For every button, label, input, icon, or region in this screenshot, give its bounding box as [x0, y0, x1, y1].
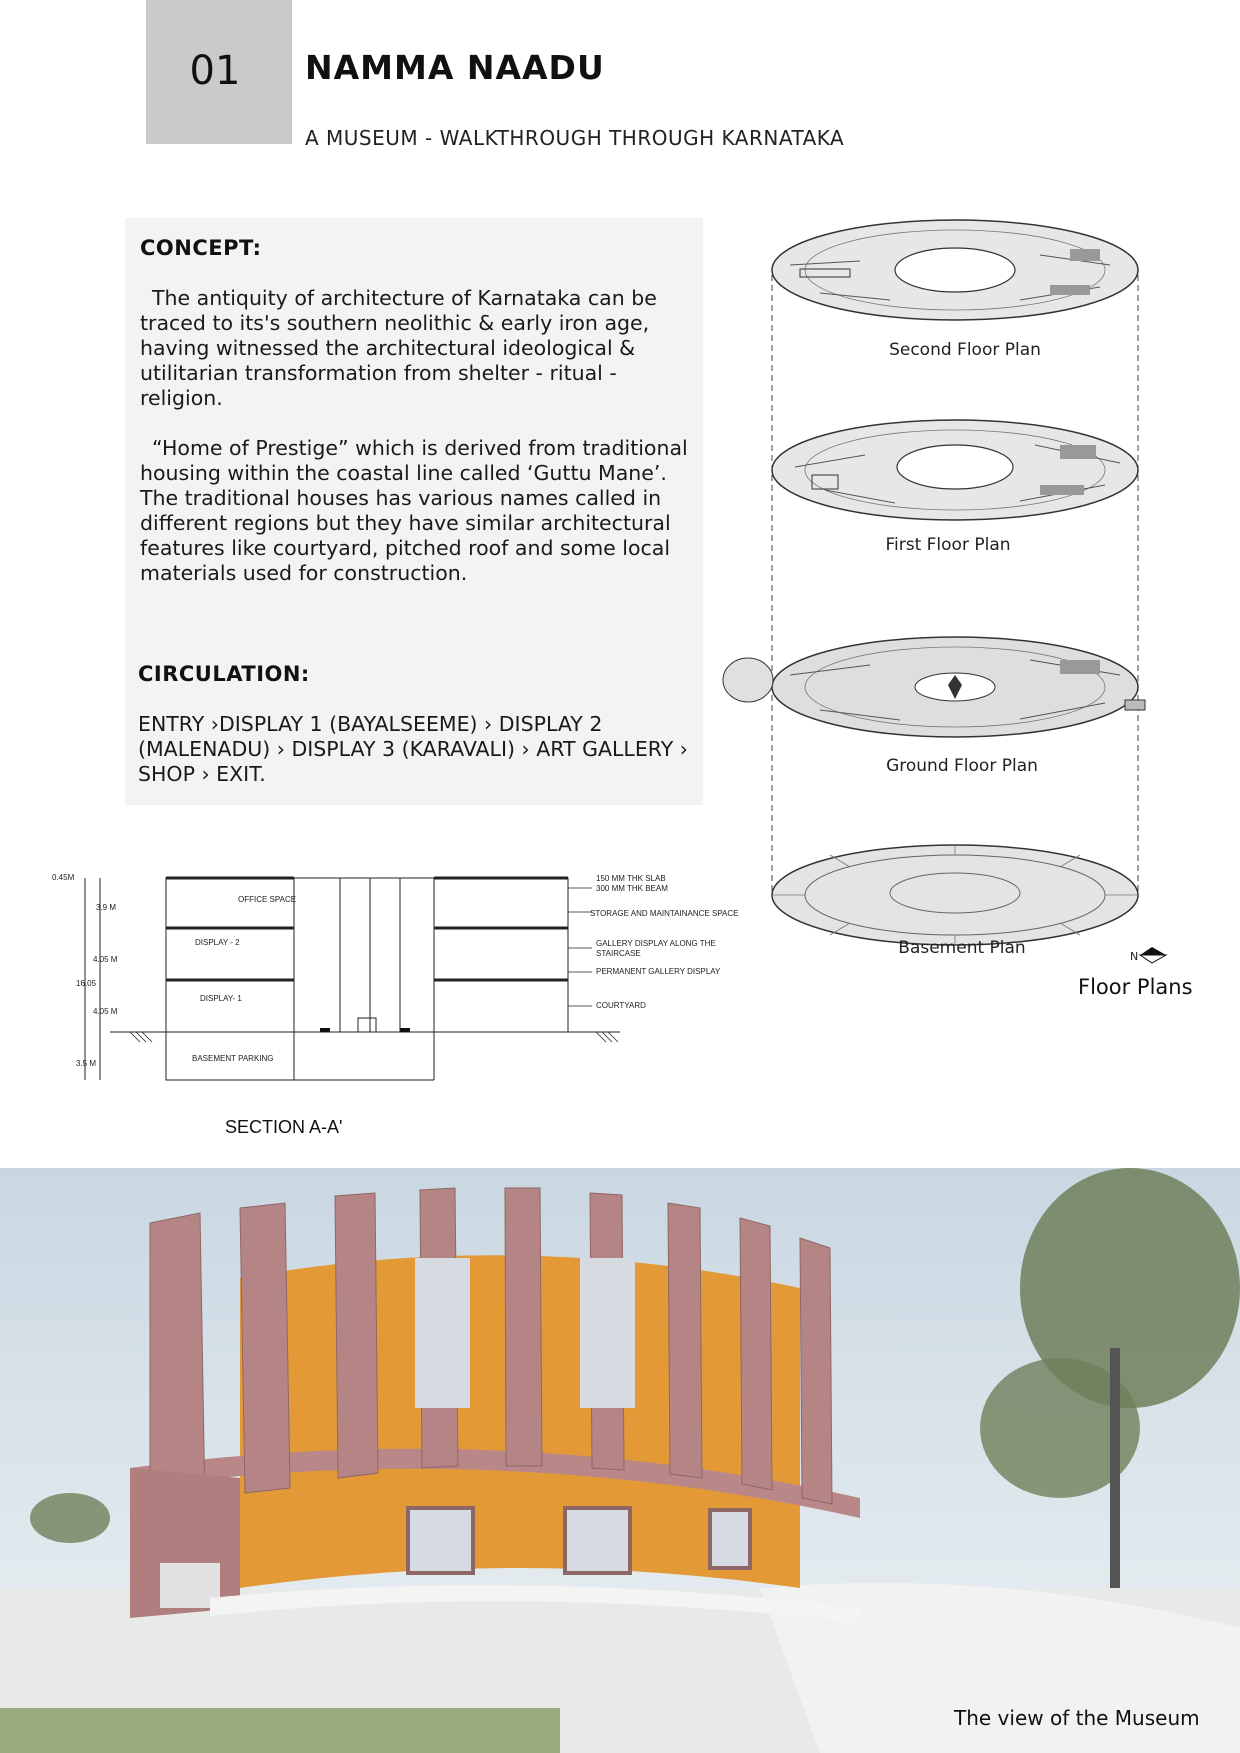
circulation-heading: CIRCULATION:: [138, 662, 310, 686]
concept-paragraph-1: The antiquity of architecture of Karnataka can be traced to its's southern neolithic & early iron age, having witnessed the architectural ideological & utilitarian transformation from shelter - ritual - religion.: [140, 286, 657, 410]
circulation-text: ENTRY ›DISPLAY 1 (BAYALSEEME) › DISPLAY 2 (MALENADU) › DISPLAY 3 (KARAVALI) › ART GALLERY › SHOP › EXIT.: [138, 712, 688, 786]
dim-3: 16.05: [76, 979, 97, 988]
ground-floor-plan-label: Ground Floor Plan: [886, 756, 1038, 776]
exploded-floor-plans: [700, 205, 1220, 1005]
north-label: N: [1130, 950, 1139, 963]
dim-1: 3.9 M: [96, 903, 117, 912]
callout-beam: 300 MM THK BEAM: [596, 884, 668, 893]
render-caption: The view of the Museum: [954, 1706, 1200, 1730]
dim-5: 3.5 M: [76, 1059, 97, 1068]
room-display-1: DISPLAY- 1: [200, 994, 242, 1003]
callout-staircase: STAIRCASE: [596, 949, 641, 958]
dim-2: 4.05 M: [93, 955, 118, 964]
chapter-number: 01: [189, 48, 241, 94]
project-subtitle: A MUSEUM - WALKTHROUGH THROUGH KARNATAKA: [305, 126, 845, 150]
first-floor-plan-drawing: [772, 420, 1138, 520]
north-arrow-icon: [1140, 947, 1166, 963]
dim-4: 4.05 M: [93, 1007, 118, 1016]
museum-render-image: [0, 1168, 1240, 1753]
ground-floor-plan-drawing: [723, 637, 1145, 737]
dim-0: 0.45M: [52, 873, 75, 882]
project-title: NAMMA NAADU: [305, 48, 605, 87]
first-floor-plan-label: First Floor Plan: [885, 535, 1011, 555]
second-floor-plan-drawing: [772, 220, 1138, 320]
concept-paragraph-2: “Home of Prestige” which is derived from traditional housing within the coastal line called ‘Guttu Mane’. The traditional houses has various names called in different regions but they have similar architectural features like courtyard, pitched roof and some local materials used for construction.: [140, 436, 688, 585]
callout-permanent: PERMANENT GALLERY DISPLAY: [596, 967, 721, 976]
concept-heading: CONCEPT:: [140, 236, 262, 260]
callout-slab: 150 MM THK SLAB: [596, 874, 666, 883]
room-basement: BASEMENT PARKING: [192, 1054, 274, 1063]
room-office: OFFICE SPACE: [238, 895, 297, 904]
room-display-2: DISPLAY - 2: [195, 938, 240, 947]
second-floor-plan-label: Second Floor Plan: [889, 340, 1041, 360]
basement-plan-drawing: [772, 845, 1138, 945]
section-drawing: [40, 860, 760, 1100]
section-title: SECTION A-A': [225, 1117, 343, 1137]
basement-plan-label: Basement Plan: [898, 938, 1026, 958]
callout-courtyard: COURTYARD: [596, 1001, 646, 1010]
callout-gallery: GALLERY DISPLAY ALONG THE: [596, 939, 716, 948]
callout-storage: STORAGE AND MAINTAINANCE SPACE: [590, 909, 739, 918]
floor-plans-title: Floor Plans: [1078, 975, 1193, 999]
